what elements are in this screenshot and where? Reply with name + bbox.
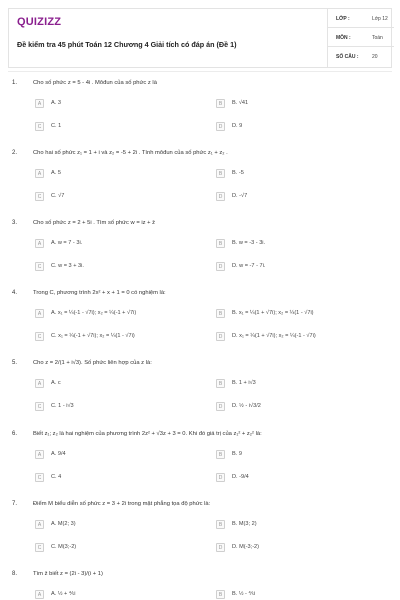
meta-value: Lớp 12 [372, 16, 388, 22]
option-letter-badge: C [35, 122, 44, 131]
option-c[interactable] [35, 192, 195, 203]
option-text: C. √7 [51, 193, 65, 199]
question-text: Cho z = 2/(1 + i√3). Số phức liên hợp của z là: [33, 360, 152, 366]
option-b[interactable] [216, 169, 376, 180]
option-a[interactable] [35, 169, 195, 180]
option-b[interactable] [216, 379, 376, 390]
option-text: B. √41 [232, 100, 249, 106]
meta-row-subject [328, 28, 394, 47]
option-c[interactable] [35, 473, 195, 484]
option-text: C. w = 3 + 3i. [51, 263, 84, 269]
option-b[interactable] [216, 309, 376, 320]
question-text: Cho hai số phức z₁ = 1 + i và z₂ = -5 + 2i . Tính môđun của số phức z₁ + z₂ . [33, 150, 228, 156]
option-letter-badge: A [35, 590, 44, 599]
question-number: 5. [12, 360, 18, 366]
meta-value: 20 [372, 54, 378, 60]
option-letter-badge: A [35, 450, 44, 459]
option-c[interactable] [35, 332, 195, 343]
option-text: A. 3 [51, 100, 61, 106]
option-text: B. 9 [232, 451, 242, 457]
option-letter-badge: A [35, 379, 44, 388]
option-a[interactable] [35, 590, 195, 600]
option-text: C. x₁ = ¼(-1 + √7i); x₂ = ¼(1 - √7i) [51, 333, 135, 339]
option-letter-badge: A [35, 309, 44, 318]
option-letter-badge: C [35, 332, 44, 341]
question-number: 2. [12, 150, 18, 156]
option-d[interactable] [216, 473, 376, 484]
option-letter-badge: B [216, 590, 225, 599]
option-text: A. ½ + ⅘i [51, 591, 76, 597]
option-a[interactable] [35, 99, 195, 110]
option-letter-badge: B [216, 169, 225, 178]
option-letter-badge: D [216, 262, 225, 271]
option-text: B. -5 [232, 170, 244, 176]
option-text: A. 5 [51, 170, 61, 176]
option-text: B. M(3; 2) [232, 521, 257, 527]
question-number: 3. [12, 220, 18, 226]
option-letter-badge: B [216, 99, 225, 108]
option-text: B. w = -3 - 3i. [232, 240, 266, 246]
option-letter-badge: C [35, 262, 44, 271]
option-letter-badge: C [35, 192, 44, 201]
option-c[interactable] [35, 402, 195, 413]
question-number: 1. [12, 80, 18, 86]
option-letter-badge: D [216, 543, 225, 552]
option-letter-badge: A [35, 99, 44, 108]
option-letter-badge: C [35, 543, 44, 552]
question-text: Tìm z̄ biết z = (2i - 3)/(i + 1) [33, 571, 103, 577]
option-text: B. x₁ = ¼(1 + √7i); x₂ = ¼(1 - √7i) [232, 310, 314, 316]
meta-label: MÔN : [336, 35, 351, 41]
option-text: B. 1 + i√3 [232, 380, 256, 386]
worksheet-header [8, 8, 392, 68]
option-b[interactable] [216, 450, 376, 461]
meta-label: SỐ CÂU : [336, 54, 359, 60]
question-text: Cho số phức z = 5 - 4i . Môđun của số phức z là [33, 80, 157, 86]
option-letter-badge: A [35, 239, 44, 248]
option-text: D. 9 [232, 123, 243, 129]
option-letter-badge: B [216, 309, 225, 318]
meta-label: LỚP : [336, 16, 350, 22]
option-d[interactable] [216, 402, 376, 413]
question-number: 4. [12, 290, 18, 296]
question-text: Điểm M biểu diễn số phức z = 3 + 2i trong mặt phẳng tọa độ phức là: [33, 501, 211, 507]
question-number: 6. [12, 431, 18, 437]
option-text: D. -√7 [232, 193, 248, 199]
option-text: A. 9/4 [51, 451, 66, 457]
option-a[interactable] [35, 450, 195, 461]
option-text: C. 1 [51, 123, 62, 129]
option-a[interactable] [35, 309, 195, 320]
option-letter-badge: D [216, 122, 225, 131]
option-letter-badge: B [216, 450, 225, 459]
option-c[interactable] [35, 122, 195, 133]
option-letter-badge: D [216, 473, 225, 482]
option-letter-badge: D [216, 402, 225, 411]
option-text: A. c [51, 380, 61, 386]
worksheet-title: Đề kiểm tra 45 phút Toán 12 Chương 4 Giải tích có đáp án (Đề 1) [17, 40, 237, 49]
option-letter-badge: B [216, 379, 225, 388]
option-b[interactable] [216, 99, 376, 110]
option-text: D. x₁ = ¼(1 + √7i); x₂ = ¼(-1 - √7i) [232, 333, 316, 339]
question-text: Cho số phức z = 2 + 5i . Tìm số phức w = iz + z̄ [33, 220, 156, 226]
worksheet-meta [327, 9, 393, 67]
option-text: D. ½ - i√3/2 [232, 403, 261, 409]
option-text: A. M(2; 3) [51, 521, 76, 527]
option-c[interactable] [35, 543, 195, 554]
option-a[interactable] [35, 379, 195, 390]
option-letter-badge: B [216, 239, 225, 248]
quizizz-logo: QUIZIZZ [17, 16, 62, 28]
question-text: Trong C, phương trình 2x² + x + 1 = 0 có nghiệm là: [33, 290, 166, 296]
option-text: D. M(-3;-2) [232, 544, 260, 550]
option-letter-badge: A [35, 169, 44, 178]
option-text: D. w = -7 - 7i. [232, 263, 266, 269]
header-divider [8, 71, 392, 72]
option-d[interactable] [216, 332, 376, 343]
option-text: C. 1 - i√3 [51, 403, 74, 409]
option-a[interactable] [35, 239, 195, 250]
option-letter-badge: D [216, 332, 225, 341]
option-b[interactable] [216, 520, 376, 531]
option-text: B. ½ - ⅘i [232, 591, 256, 597]
question-number: 7. [12, 501, 18, 507]
question-number: 8. [12, 571, 18, 577]
option-d[interactable] [216, 262, 376, 273]
option-b[interactable] [216, 239, 376, 250]
option-text: A. x₁ = ¼(-1 - √7i); x₂ = ¼(-1 + √7i) [51, 310, 137, 316]
meta-row-grade [328, 9, 394, 28]
question-text: Biết z₁; z₂ là hai nghiệm của phương trình 2z² + √3z + 3 = 0. Khi đó giá trị của z₁² + z₂² là: [33, 431, 262, 437]
option-text: A. w = 7 - 3i. [51, 240, 83, 246]
option-d[interactable] [216, 192, 376, 203]
option-text: C. M(3;-2) [51, 544, 77, 550]
option-c[interactable] [35, 262, 195, 273]
option-letter-badge: C [35, 402, 44, 411]
option-d[interactable] [216, 122, 376, 133]
meta-value: Toán [372, 35, 383, 41]
option-text: D. -9/4 [232, 474, 249, 480]
option-d[interactable] [216, 543, 376, 554]
option-b[interactable] [216, 590, 376, 600]
option-text: C. 4 [51, 474, 62, 480]
meta-row-question-count [328, 47, 394, 66]
option-a[interactable] [35, 520, 195, 531]
option-letter-badge: D [216, 192, 225, 201]
option-letter-badge: B [216, 520, 225, 529]
option-letter-badge: C [35, 473, 44, 482]
option-letter-badge: A [35, 520, 44, 529]
